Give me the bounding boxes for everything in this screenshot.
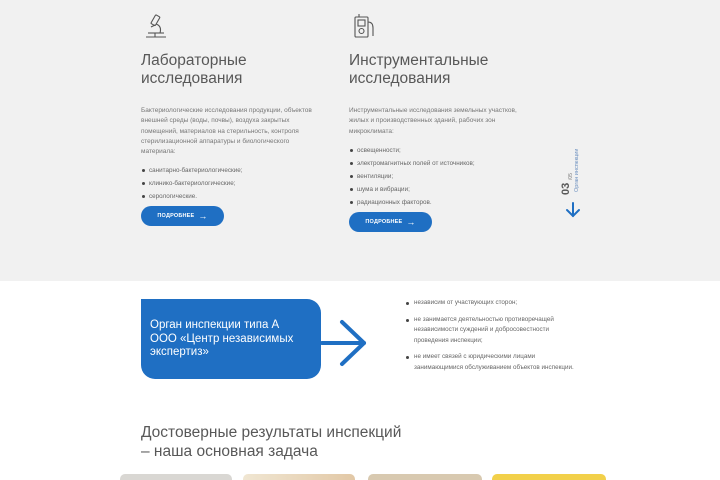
microscope-icon	[142, 12, 168, 40]
list-item: санитарно-бактериологические;	[141, 164, 316, 177]
list-item: освещенности;	[349, 144, 534, 157]
service-title-line: исследования	[349, 70, 451, 87]
more-button-instrumental[interactable]	[349, 212, 432, 232]
photo-thumbnail[interactable]	[368, 474, 482, 480]
list-item: вентиляции;	[349, 170, 534, 183]
pager-current: 03	[560, 182, 572, 195]
more-button-label: ПОДРОБНЕЕ	[365, 219, 403, 225]
service-list	[141, 164, 316, 203]
big-arrow-right-icon	[320, 318, 368, 368]
more-button-label: ПОДРОБНЕЕ	[157, 213, 195, 219]
service-description: Инструментальные исследования земельных участков, жилых и производственных зданий, рабочих зон микроклимата:	[349, 107, 517, 135]
org-badge	[141, 299, 321, 379]
photo-thumbnail[interactable]	[120, 474, 232, 480]
org-line: Орган инспекции типа А	[150, 319, 280, 331]
image-strip	[0, 474, 720, 480]
list-item: шума и вибрации;	[349, 183, 534, 196]
list-item: радиационных факторов.	[349, 196, 534, 209]
list-item: серологические.	[141, 190, 316, 203]
slide-pager	[558, 140, 588, 220]
org-line: ООО «Центр независимых	[150, 332, 294, 345]
service-card-laboratory	[141, 12, 316, 203]
service-title-line: исследования	[141, 70, 243, 87]
list-item: клинико-бактериологические;	[141, 177, 316, 190]
measuring-device-icon	[350, 12, 376, 40]
list-item: не занимается деятельностью противоречащей независимости суждений и добросовестности проведения инспекции;	[404, 315, 574, 347]
photo-thumbnail[interactable]	[243, 474, 355, 480]
org-features-list	[404, 298, 574, 379]
pager-caption: Орган инспекции	[574, 148, 580, 192]
service-title	[141, 52, 316, 88]
org-line: экспертиз»	[150, 346, 209, 358]
service-card-instrumental	[349, 12, 534, 209]
list-item: независим от участвующих сторон;	[404, 298, 574, 309]
service-title-line: Инструментальные	[349, 52, 489, 69]
service-title-line: Лабораторные	[141, 52, 247, 69]
more-button-laboratory[interactable]	[141, 206, 224, 226]
service-description: Бактериологические исследования продукции, объектов внешней среды (воды, почвы), воздуха закрытых помещений, материалов на стерильность, контроля стерилизационной аппаратуры и биологического материала:	[141, 107, 312, 156]
photo-thumbnail[interactable]	[492, 474, 606, 480]
arrow-right-icon: →	[406, 216, 416, 227]
pager-total: /05	[568, 173, 574, 180]
service-list	[349, 144, 534, 209]
list-item: не имеет связей с юридическими лицами занимающимися обслуживанием объектов инспекции.	[404, 352, 574, 373]
section-title-line: Достоверные результаты инспекций	[141, 424, 402, 441]
list-item: электромагнитных полей от источников;	[349, 157, 534, 170]
arrow-down-icon[interactable]	[565, 202, 581, 218]
service-title	[349, 52, 534, 88]
section-title-line: – наша основная задача	[141, 443, 318, 460]
arrow-right-icon: →	[198, 210, 208, 221]
section-title	[141, 423, 401, 461]
